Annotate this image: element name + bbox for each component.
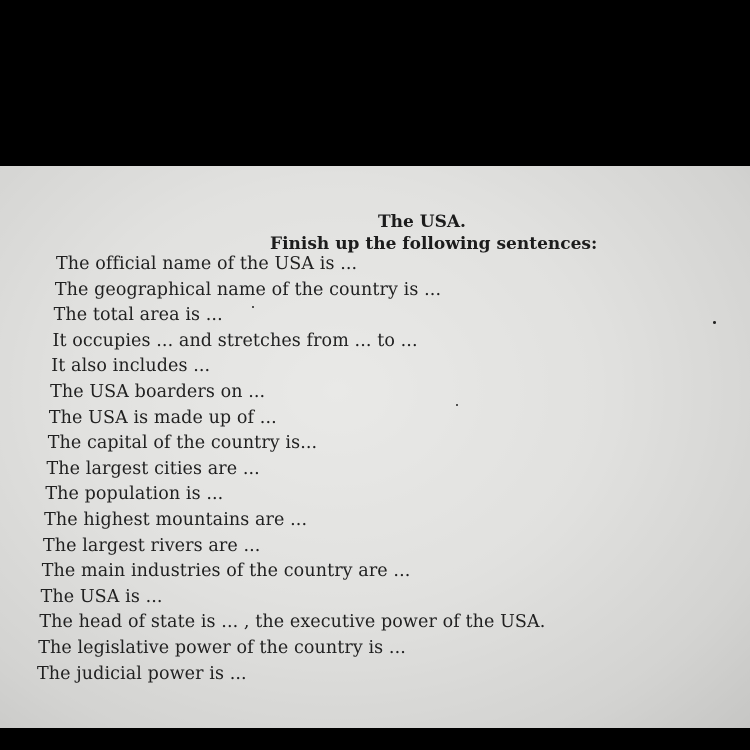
sentence-line: The highest mountains are ... bbox=[44, 510, 308, 530]
worksheet-instruction: Finish up the following sentences: bbox=[270, 234, 598, 254]
paper-speck bbox=[713, 321, 716, 324]
sentence-line: The largest cities are ... bbox=[46, 458, 260, 479]
sentence-list bbox=[0, 166, 750, 728]
sentence-line: The largest rivers are ... bbox=[42, 535, 261, 556]
sentence-line: The main industries of the country are ... bbox=[41, 561, 411, 582]
worksheet-title: The USA. bbox=[378, 212, 466, 232]
sentence-line: The population is ... bbox=[45, 484, 224, 505]
sentence-line: The USA boarders on ... bbox=[50, 382, 266, 402]
sentence-line: It occupies ... and stretches from ... to ... bbox=[52, 330, 418, 351]
paper-speck bbox=[456, 404, 458, 406]
sentence-line: The USA is ... bbox=[40, 586, 163, 607]
sentence-line: The total area is ... bbox=[53, 305, 223, 326]
sentence-line: The USA is made up of ... bbox=[48, 407, 277, 428]
sentence-line: It also includes ... bbox=[51, 356, 211, 377]
paper-speck bbox=[252, 306, 254, 308]
sentence-line: The legislative power of the country is ... bbox=[38, 638, 406, 658]
sentence-line: The geographical name of the country is ... bbox=[54, 279, 442, 300]
sentence-line: The capital of the country is... bbox=[47, 433, 318, 454]
worksheet-paper bbox=[0, 166, 750, 728]
sentence-line: The head of state is ... , the executive power of the USA. bbox=[39, 612, 546, 633]
sentence-line: The official name of the USA is ... bbox=[56, 254, 358, 274]
sentence-line: The judicial power is ... bbox=[37, 663, 247, 684]
